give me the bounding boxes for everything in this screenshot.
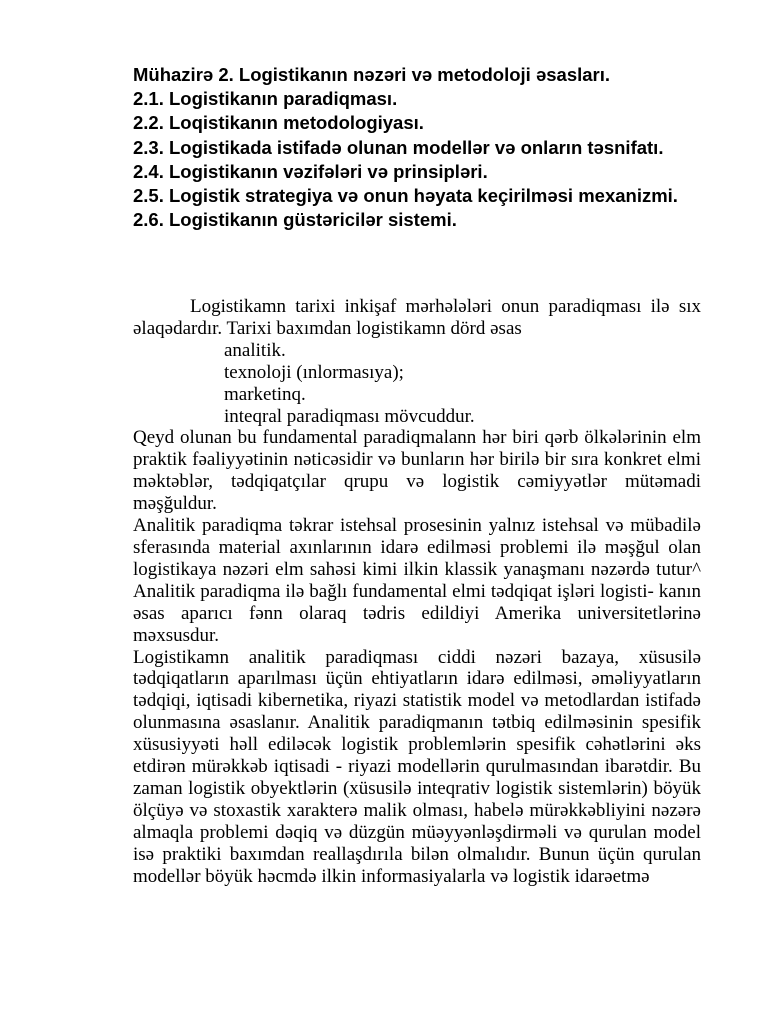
list-item: inteqral paradiqması mövcuddur.: [224, 405, 475, 427]
body-paragraph: Analitik paradiqma təkrar istehsal prosesinin yalnız istehsal və mübadilə sferasında material axınlarının idarə edilməsi problemi ilə məşğul olan logistikaya nəzəri elm sahəsi kimi ilkin klassik yanaşmanı nəzərdə tutur^ Analitik paradiqma ilə bağlı fundamental elmi tədqiqat işləri logisti- kanın əsas aparıcı fənn olaraq tədris edildiyi Amerika universitetlərinə məxsusdur.: [133, 515, 701, 646]
body-paragraph: Qeyd olunan bu fundamental paradiqmalann hər biri qərb ölkələrinin elm praktik fəaliyyətinin nəticəsidir və bunların hər birilə bir sıra konkret elmi məktəblər, tədqiqatçılar qrupu və logistik cəmiyyətlər mütəmadi məşğuldur.: [133, 427, 701, 515]
body-paragraph: Logistikamn analitik paradiqması ciddi nəzəri bazaya, xüsusilə tədqiqatların aparılması üçün ehtiyatların idarə edilməsi, əməliyyatların tədqiqi, iqtisadi kibernetika, riyazi statistik model və metodlardan istifadə olunmasına əsaslanır. Analitik paradiqmanın tətbiq edilməsinin spesifik xüsusiyyəti həll ediləcək logistik problemlərin spesifik cəhətlərini əks etdirən mürəkkəb iqtisadi - riyazi modellərin qurulmasından ibarətdir. Bu zaman logistik obyektlərin (xüsusilə inteqrativ logistik sistemlərin) böyük ölçüyə və stoxastik xarakterə malik olması, habelə mürəkkəbliyini nəzərə almaqla problemi dəqiq və düzgün müəyyənləşdirməli və qurulan model isə praktiki baxımdan reallaşdırıla bilən olmalıdır. Bunun üçün qurulan modellər böyük həcmdə ilkin informasiyalarla və logistik idarəetmə: [133, 646, 701, 887]
lecture-headings: [133, 63, 703, 232]
section-heading-2-5: 2.5. Logistik strategiya və onun həyata keçirilməsi mexanizmi.: [133, 185, 678, 207]
lecture-title: Mühazirə 2. Logistikanın nəzəri və metodoloji əsasları.: [133, 64, 611, 85]
paradigm-list: [133, 340, 701, 428]
document-body: [133, 296, 701, 887]
list-item: analitik.: [224, 339, 286, 361]
list-item: marketinq.: [224, 383, 306, 405]
section-heading-2-6: 2.6. Logistikanın güstəricilər sistemi.: [133, 209, 457, 231]
section-heading-2-1: 2.1. Logistikanın paradiqması.: [133, 88, 398, 110]
intro-paragraph: Logistikamn tarixi inkişaf mərhələləri onun paradiqması ilə sıx əlaqədardır. Tarixi baxımdan logistikamn dörd əsas: [133, 296, 701, 339]
section-heading-2-4: 2.4. Logistikanın vəzifələri və prinsipləri.: [133, 160, 488, 182]
section-heading-2-3: 2.3. Logistikada istifadə olunan modellər və onların təsnifatı.: [133, 136, 664, 158]
list-item: texnoloji (ınlormasıya);: [224, 361, 404, 383]
section-heading-2-2: 2.2. Loqistikanın metodologiyası.: [133, 112, 424, 134]
